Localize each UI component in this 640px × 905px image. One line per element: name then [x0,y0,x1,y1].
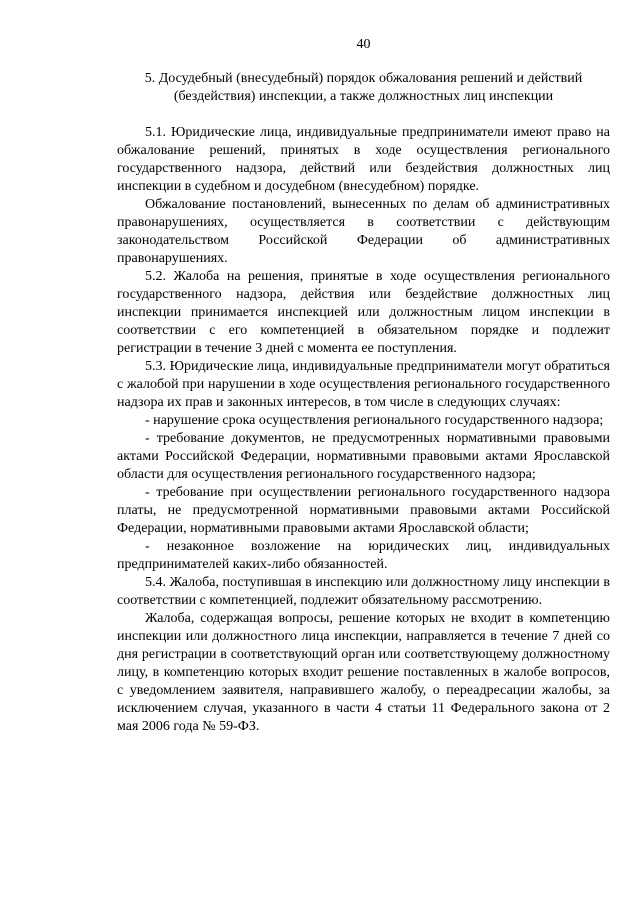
document-page [117,0,610,905]
page-number: 40 [356,37,371,52]
paragraph-appeal-rulings: Обжалование постановлений, вынесенных по делам об административных правонарушениях, осуществляется в соответствии с действующим законодательством Российской Федерации об административных правонарушениях. [117,197,610,266]
paragraph-5-4: 5.4. Жалоба, поступившая в инспекцию или должностному лицу инспекции в соответствии с компетенцией, подлежит обязательному рассмотрению. [117,575,610,608]
list-item-obligations: - незаконное возложение на юридических лиц, индивидуальных предпринимателей каких-либо обязанностей. [117,539,610,572]
list-item-payment: - требование при осуществлении регионального государственного надзора платы, не предусмотренной нормативными правовыми актами Российской Федерации, нормативными правовыми актами Ярославской области; [117,485,610,536]
paragraph-redirect: Жалоба, содержащая вопросы, решение которых не входит в компетенцию инспекции или должностного лица инспекции, направляется в течение 7 дней со дня регистрации в соответствующий орган или соответствующему должностному лицу, в компетенцию которых входит решение поставленных в жалобе вопросов, с уведомлением заявителя, направившего жалобу, о переадресации жалобы, за исключением случая, указанного в части 4 статьи 11 Федерального закона от 2 мая 2006 года № 59-ФЗ. [117,611,610,734]
list-item-documents: - требование документов, не предусмотренных нормативными правовыми актами Российской Федерации, нормативными правовыми актами Ярославской области для осуществления регионального государственного надзора; [117,431,610,482]
paragraph-5-2: 5.2. Жалоба на решения, принятые в ходе осуществления регионального государственного надзора, действия или бездействие должностных лиц инспекции принимается инспекцией или должностным лицом инспекции в соответствии с его компетенцией в обязательном порядке и подлежит регистрации в течение 3 дней с момента ее поступления. [117,269,610,356]
section-title: 5. Досудебный (внесудебный) порядок обжалования решений и действий (бездействия) инспекции, а также должностных лиц инспекции [144,71,583,104]
paragraph-5-3: 5.3. Юридические лица, индивидуальные предприниматели могут обратиться с жалобой при нарушении в ходе осуществления регионального государственного надзора их прав и законных интересов, в том числе в следующих случаях: [117,359,610,410]
list-item-deadline: - нарушение срока осуществления регионального государственного надзора; [145,413,604,428]
paragraph-5-1: 5.1. Юридические лица, индивидуальные предприниматели имеют право на обжалование решений, принятых в ходе осуществления регионального государственного надзора, действий или бездействия должностных лиц инспекции в судебном и досудебном (внесудебном) порядке. [117,125,610,194]
body-text [117,124,610,736]
